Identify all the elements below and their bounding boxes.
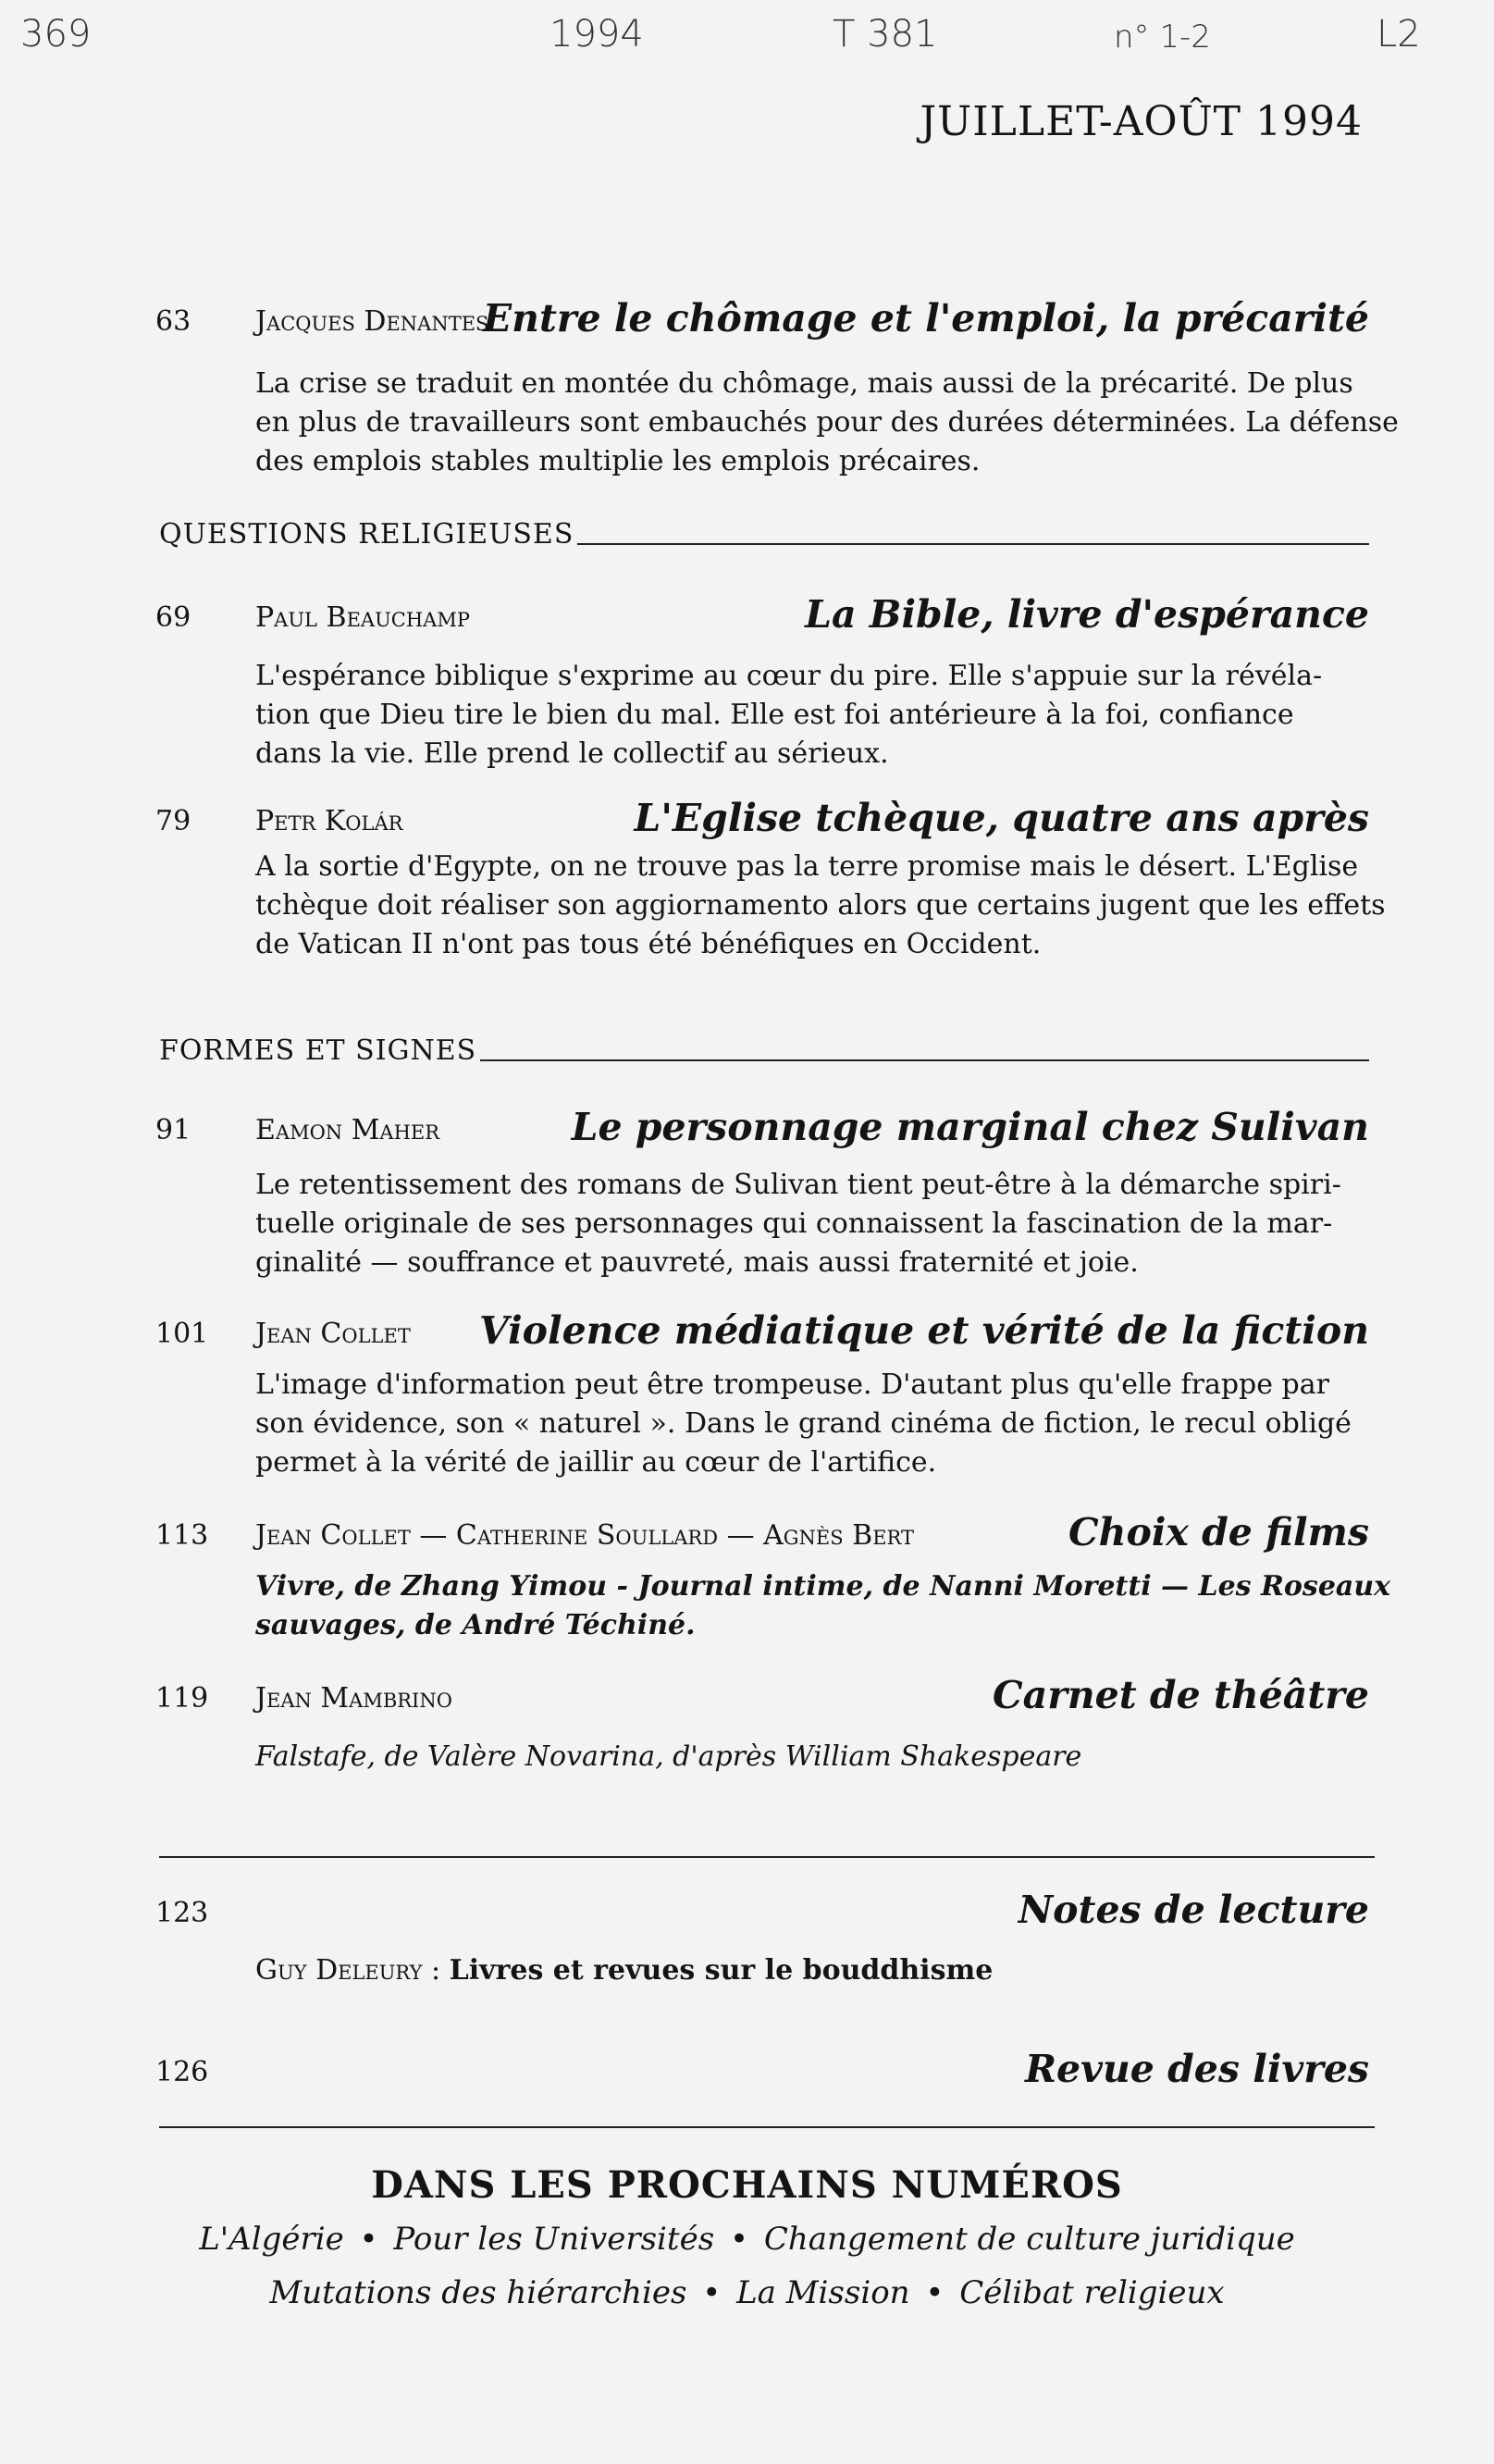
article-title: Revue des livres bbox=[1024, 2047, 1369, 2091]
article-summary bbox=[255, 1366, 1373, 1482]
summary-line: son évidence, son « naturel ». Dans le grand cinéma de fiction, le recul obligé bbox=[255, 1407, 1352, 1440]
summary-line: A la sortie d'Egypte, on ne trouve pas la terre promise mais le désert. L'Eglise bbox=[255, 850, 1359, 883]
summary-line: Le retentissement des romans de Sulivan tient peut-être à la démarche spiri- bbox=[255, 1169, 1341, 1201]
bullet-separator: • bbox=[702, 2274, 722, 2311]
summary-line: tuelle originale de ses personnages qui connaissent la fascination de la mar- bbox=[255, 1207, 1333, 1240]
summary-line: de Vatican II n'ont pas tous été bénéfiques en Occident. bbox=[255, 928, 1042, 960]
review-subject: Livres et revues sur le bouddhisme bbox=[449, 1954, 994, 1987]
author: Jean Mambrino bbox=[255, 1682, 452, 1715]
page-number: 69 bbox=[155, 601, 191, 634]
review-line bbox=[255, 1954, 993, 1987]
handwritten-mark: T 381 bbox=[833, 13, 938, 56]
article-summary bbox=[255, 1567, 1391, 1645]
upcoming-topic: Mutations des hiérarchies bbox=[269, 2274, 687, 2311]
summary-line: sauvages, de André Téchiné. bbox=[255, 1609, 696, 1641]
article-title: Choix de films bbox=[1068, 1510, 1369, 1554]
article-title: Notes de lecture bbox=[1018, 1888, 1369, 1932]
summary-line: permet à la vérité de jaillir au cœur de l'artifice. bbox=[255, 1446, 937, 1479]
article-title: Le personnage marginal chez Sulivan bbox=[571, 1105, 1369, 1149]
summary-line: tion que Dieu tire le bien du mal. Elle est foi antérieure à la foi, confiance bbox=[255, 699, 1294, 731]
section-rule bbox=[577, 543, 1369, 545]
author: Eamon Maher bbox=[255, 1114, 440, 1146]
summary-line: L'espérance biblique s'exprime au cœur du pire. Elle s'appuie sur la révéla- bbox=[255, 660, 1323, 692]
author: Jacques Denantes bbox=[255, 305, 489, 338]
author: Jean Collet bbox=[255, 1318, 411, 1350]
bullet-separator: • bbox=[925, 2274, 945, 2311]
upcoming-topics-line bbox=[0, 2221, 1494, 2258]
upcoming-topic: Célibat religieux bbox=[959, 2274, 1225, 2311]
toc-entry bbox=[0, 1888, 1494, 1987]
summary-line: L'image d'information peut être trompeuse. D'autant plus qu'elle frappe par bbox=[255, 1368, 1329, 1401]
summary-line: Falstafe, de Valère Novarina, d'après William Shakespeare bbox=[255, 1740, 1082, 1773]
page-number: 126 bbox=[155, 2056, 209, 2088]
page-number: 79 bbox=[155, 805, 191, 837]
upcoming-topics-line bbox=[0, 2274, 1494, 2311]
article-title: Carnet de théâtre bbox=[993, 1673, 1369, 1717]
upcoming-topic: La Mission bbox=[736, 2274, 910, 2311]
page-number: 101 bbox=[155, 1318, 209, 1350]
summary-line: en plus de travailleurs sont embauchés pour des durées déterminées. La défense bbox=[255, 406, 1399, 439]
summary-line: tchèque doit réaliser son aggiornamento alors que certains jugent que les effets bbox=[255, 889, 1386, 922]
article-title: La Bible, livre d'espérance bbox=[805, 592, 1369, 637]
section-label: FORMES ET SIGNES bbox=[159, 1034, 477, 1067]
divider bbox=[159, 2126, 1375, 2128]
handwritten-mark: 369 bbox=[20, 13, 92, 56]
toc-entry bbox=[0, 1105, 1494, 1279]
page-number: 123 bbox=[155, 1897, 209, 1929]
article-title: Violence médiatique et vérité de la fiction bbox=[479, 1308, 1369, 1353]
upcoming-topic: Changement de culture juridique bbox=[763, 2221, 1295, 2258]
handwritten-mark: L2 bbox=[1377, 13, 1421, 56]
upcoming-title: DANS LES PROCHAINS NUMÉROS bbox=[371, 2163, 1123, 2207]
toc-entry bbox=[0, 592, 1494, 770]
article-summary bbox=[255, 1166, 1373, 1282]
section-rule bbox=[480, 1059, 1369, 1061]
toc-entry bbox=[0, 1510, 1494, 1641]
toc-entry bbox=[0, 1673, 1494, 1773]
divider bbox=[159, 1856, 1375, 1858]
page-number: 113 bbox=[155, 1519, 209, 1552]
summary-line: ginalité — souffrance et pauvreté, mais aussi fraternité et joie. bbox=[255, 1246, 1139, 1279]
article-summary bbox=[255, 848, 1386, 964]
summary-line: Vivre, de Zhang Yimou - Journal intime, de Nanni Moretti — Les Roseaux bbox=[255, 1570, 1391, 1603]
author: Jean Collet — Catherine Soullard — Agnès Bert bbox=[255, 1519, 915, 1552]
summary-line: dans la vie. Elle prend le collectif au sérieux. bbox=[255, 737, 889, 770]
page-number: 119 bbox=[155, 1682, 209, 1715]
handwritten-mark: 1994 bbox=[549, 13, 644, 56]
author: Petr Kolár bbox=[255, 805, 403, 837]
article-title: Entre le chômage et l'emploi, la précarité bbox=[482, 296, 1369, 341]
upcoming-topic: L'Algérie bbox=[199, 2221, 344, 2258]
toc-entry bbox=[0, 1308, 1494, 1479]
article-summary bbox=[255, 1738, 1373, 1777]
bullet-separator: • bbox=[359, 2221, 378, 2258]
summary-line: La crise se traduit en montée du chômage, mais aussi de la précarité. De plus bbox=[255, 367, 1353, 400]
issue-date: JUILLET-AOÛT 1994 bbox=[920, 98, 1363, 145]
section-heading bbox=[159, 1034, 1369, 1067]
article-title: L'Eglise tchèque, quatre ans après bbox=[634, 796, 1369, 840]
article-summary bbox=[255, 365, 1399, 481]
section-heading bbox=[159, 518, 1369, 551]
page-number: 63 bbox=[155, 305, 191, 338]
author: Paul Beauchamp bbox=[255, 601, 470, 634]
toc-entry bbox=[0, 296, 1494, 477]
page-number: 91 bbox=[155, 1114, 191, 1146]
section-label: QUESTIONS RELIGIEUSES bbox=[159, 518, 574, 551]
handwritten-mark: n° 1-2 bbox=[1114, 19, 1211, 56]
toc-entry bbox=[0, 2047, 1494, 2100]
reviewer: Guy Deleury : bbox=[255, 1954, 441, 1987]
bullet-separator: • bbox=[729, 2221, 749, 2258]
article-summary bbox=[255, 657, 1373, 774]
upcoming-topic: Pour les Universités bbox=[393, 2221, 715, 2258]
toc-entry bbox=[0, 796, 1494, 960]
summary-line: des emplois stables multiplie les emplois précaires. bbox=[255, 445, 981, 477]
